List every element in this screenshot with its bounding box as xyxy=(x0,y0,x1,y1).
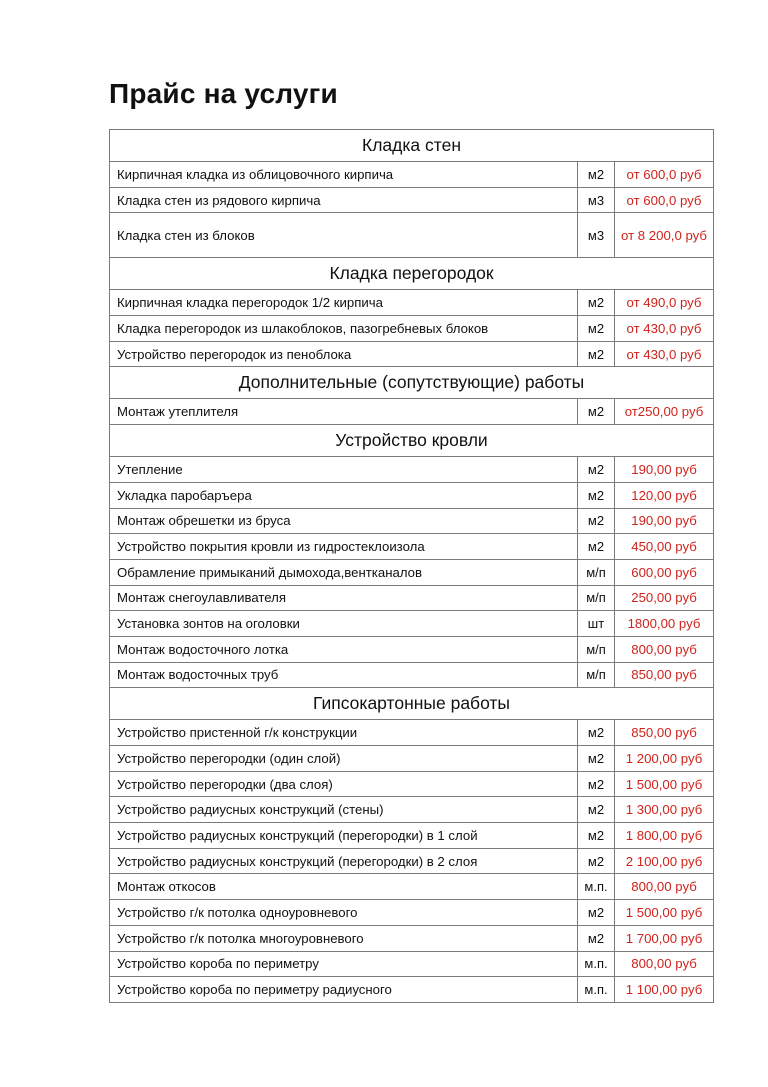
unit-of-measure: м2 xyxy=(578,925,615,951)
service-name: Монтаж утеплителя xyxy=(110,399,578,425)
table-row xyxy=(110,611,714,637)
service-name: Устройство г/к потолка многоуровневого xyxy=(110,925,578,951)
service-name: Устройство пристенной г/к конструкции xyxy=(110,720,578,746)
service-price: 850,00 руб xyxy=(615,662,714,688)
unit-of-measure: м2 xyxy=(578,900,615,926)
service-price: 850,00 руб xyxy=(615,720,714,746)
table-row xyxy=(110,457,714,483)
table-row xyxy=(110,771,714,797)
table-row xyxy=(110,534,714,560)
service-name: Устройство покрытия кровли из гидростеклоизола xyxy=(110,534,578,560)
unit-of-measure: м.п. xyxy=(578,951,615,977)
table-row xyxy=(110,213,714,258)
service-name: Монтаж водосточного лотка xyxy=(110,636,578,662)
service-name: Обрамление примыканий дымохода,вентканалов xyxy=(110,559,578,585)
service-name: Устройство короба по периметру xyxy=(110,951,578,977)
page-title: Прайс на услуги xyxy=(109,78,338,109)
section-header: Кладка стен xyxy=(110,130,714,162)
service-price: 120,00 руб xyxy=(615,482,714,508)
unit-of-measure: м3 xyxy=(578,213,615,258)
service-price: от 430,0 руб xyxy=(615,316,714,342)
service-price: 250,00 руб xyxy=(615,585,714,611)
unit-of-measure: м2 xyxy=(578,848,615,874)
table-row xyxy=(110,662,714,688)
unit-of-measure: м/п xyxy=(578,636,615,662)
service-price: от 430,0 руб xyxy=(615,341,714,367)
section-header: Дополнительные (сопутствующие) работы xyxy=(110,367,714,399)
section-header-row xyxy=(110,258,714,290)
unit-of-measure: м2 xyxy=(578,399,615,425)
unit-of-measure: м2 xyxy=(578,720,615,746)
price-table-body xyxy=(110,130,714,1003)
table-row xyxy=(110,977,714,1003)
unit-of-measure: м3 xyxy=(578,187,615,213)
service-name: Кладка стен из рядового кирпича xyxy=(110,187,578,213)
table-row xyxy=(110,797,714,823)
unit-of-measure: м2 xyxy=(578,797,615,823)
table-row xyxy=(110,559,714,585)
table-row xyxy=(110,316,714,342)
unit-of-measure: м2 xyxy=(578,746,615,772)
service-price: 2 100,00 руб xyxy=(615,848,714,874)
service-name: Устройство радиусных конструкций (перегородки) в 1 слой xyxy=(110,823,578,849)
service-price: 190,00 руб xyxy=(615,508,714,534)
service-name: Кирпичная кладка перегородок 1/2 кирпича xyxy=(110,290,578,316)
unit-of-measure: шт xyxy=(578,611,615,637)
service-name: Кладка стен из блоков xyxy=(110,213,578,258)
unit-of-measure: м2 xyxy=(578,823,615,849)
unit-of-measure: м2 xyxy=(578,457,615,483)
service-price: от 600,0 руб xyxy=(615,187,714,213)
section-header-row xyxy=(110,425,714,457)
table-row xyxy=(110,290,714,316)
service-price: 800,00 руб xyxy=(615,874,714,900)
service-price: 1 500,00 руб xyxy=(615,900,714,926)
table-row xyxy=(110,187,714,213)
table-row xyxy=(110,162,714,188)
table-row xyxy=(110,900,714,926)
service-price: 1 500,00 руб xyxy=(615,771,714,797)
section-header: Устройство кровли xyxy=(110,425,714,457)
section-header-row xyxy=(110,688,714,720)
service-price: 1 700,00 руб xyxy=(615,925,714,951)
unit-of-measure: м2 xyxy=(578,341,615,367)
service-price: 600,00 руб xyxy=(615,559,714,585)
table-row xyxy=(110,508,714,534)
service-name: Устройство радиусных конструкций (перегородки) в 2 слоя xyxy=(110,848,578,874)
table-row xyxy=(110,746,714,772)
service-price: от250,00 руб xyxy=(615,399,714,425)
unit-of-measure: м2 xyxy=(578,316,615,342)
unit-of-measure: м/п xyxy=(578,559,615,585)
service-price: от 600,0 руб xyxy=(615,162,714,188)
unit-of-measure: м2 xyxy=(578,534,615,560)
service-name: Устройство перегородок из пеноблока xyxy=(110,341,578,367)
service-price: 190,00 руб xyxy=(615,457,714,483)
unit-of-measure: м.п. xyxy=(578,977,615,1003)
service-name: Монтаж откосов xyxy=(110,874,578,900)
service-price: от 490,0 руб xyxy=(615,290,714,316)
unit-of-measure: м/п xyxy=(578,662,615,688)
price-table xyxy=(109,129,714,1003)
service-price: 800,00 руб xyxy=(615,636,714,662)
section-header: Кладка перегородок xyxy=(110,258,714,290)
table-row xyxy=(110,585,714,611)
service-name: Установка зонтов на оголовки xyxy=(110,611,578,637)
service-name: Укладка паробаръера xyxy=(110,482,578,508)
service-price: 1 200,00 руб xyxy=(615,746,714,772)
unit-of-measure: м/п xyxy=(578,585,615,611)
service-price: 1 100,00 руб xyxy=(615,977,714,1003)
service-price: 800,00 руб xyxy=(615,951,714,977)
service-price: 1 800,00 руб xyxy=(615,823,714,849)
unit-of-measure: м2 xyxy=(578,508,615,534)
service-name: Устройство короба по периметру радиусного xyxy=(110,977,578,1003)
section-header-row xyxy=(110,130,714,162)
service-name: Утепление xyxy=(110,457,578,483)
unit-of-measure: м2 xyxy=(578,482,615,508)
table-row xyxy=(110,720,714,746)
service-name: Монтаж обрешетки из бруса xyxy=(110,508,578,534)
service-price: 1800,00 руб xyxy=(615,611,714,637)
service-name: Устройство радиусных конструкций (стены) xyxy=(110,797,578,823)
table-row xyxy=(110,636,714,662)
table-row xyxy=(110,482,714,508)
unit-of-measure: м.п. xyxy=(578,874,615,900)
service-price: 1 300,00 руб xyxy=(615,797,714,823)
section-header-row xyxy=(110,367,714,399)
section-header: Гипсокартонные работы xyxy=(110,688,714,720)
service-price: от 8 200,0 руб xyxy=(615,213,714,258)
table-row xyxy=(110,848,714,874)
table-row xyxy=(110,399,714,425)
service-name: Кладка перегородок из шлакоблоков, пазогребневых блоков xyxy=(110,316,578,342)
unit-of-measure: м2 xyxy=(578,771,615,797)
table-row xyxy=(110,823,714,849)
service-name: Устройство г/к потолка одноуровневого xyxy=(110,900,578,926)
service-name: Монтаж снегоулавливателя xyxy=(110,585,578,611)
unit-of-measure: м2 xyxy=(578,290,615,316)
service-name: Устройство перегородки (два слоя) xyxy=(110,771,578,797)
service-name: Кирпичная кладка из облицовочного кирпича xyxy=(110,162,578,188)
service-name: Монтаж водосточных труб xyxy=(110,662,578,688)
table-row xyxy=(110,951,714,977)
service-name: Устройство перегородки (один слой) xyxy=(110,746,578,772)
table-row xyxy=(110,874,714,900)
unit-of-measure: м2 xyxy=(578,162,615,188)
table-row xyxy=(110,925,714,951)
table-row xyxy=(110,341,714,367)
service-price: 450,00 руб xyxy=(615,534,714,560)
